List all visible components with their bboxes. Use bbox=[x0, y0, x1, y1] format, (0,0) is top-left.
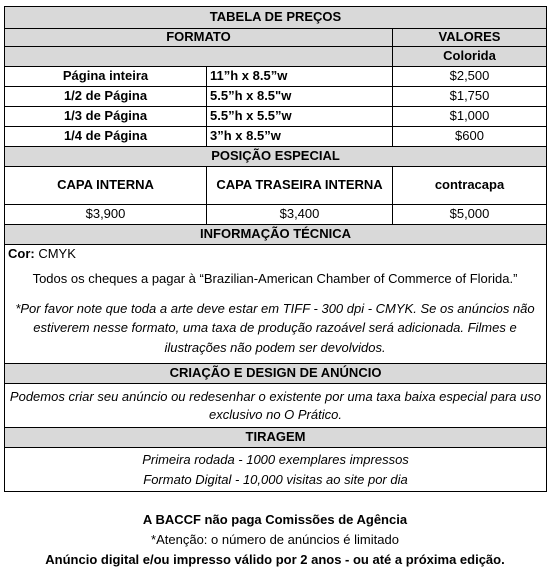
table-row bbox=[5, 127, 547, 147]
table-title: TABELA DE PREÇOS bbox=[5, 7, 547, 29]
footer-validity: Anúncio digital e/ou impresso válido por 2 anos - ou até a próxima edição. bbox=[45, 552, 505, 567]
footer bbox=[0, 510, 550, 570]
special-position-header: POSIÇÃO ESPECIAL bbox=[5, 147, 547, 167]
row-size: 3”h x 8.5”w bbox=[207, 127, 393, 147]
special-price: $3,900 bbox=[5, 205, 207, 225]
row-size: 5.5”h x 8.5"w bbox=[207, 87, 393, 107]
circulation-header: TIRAGEM bbox=[5, 428, 547, 448]
footer-attention: *Atenção: o número de anúncios é limitado bbox=[151, 532, 399, 547]
row-size: 11”h x 8.5”w bbox=[207, 67, 393, 87]
row-price: $2,500 bbox=[393, 67, 547, 87]
table-row bbox=[5, 107, 547, 127]
creation-text: Podemos criar seu anúncio ou redesenhar o existente por uma taxa baixa especial para uso exclusivo no O Prático. bbox=[5, 384, 547, 428]
creation-header: CRIAÇÃO E DESIGN DE ANÚNCIO bbox=[5, 364, 547, 384]
format-header-blank bbox=[5, 47, 393, 67]
footer-commission: A BACCF não paga Comissões de Agência bbox=[142, 512, 408, 527]
color-label: Cor: bbox=[8, 246, 35, 261]
cheques-text: Todos os cheques a pagar à “Brazilian-American Chamber of Commerce of Florida.” bbox=[32, 270, 518, 286]
special-price: $3,400 bbox=[207, 205, 393, 225]
special-label: CAPA INTERNA bbox=[5, 167, 207, 205]
row-label: 1/3 de Página bbox=[5, 107, 207, 127]
circulation-digital: Formato Digital - 10,000 visitas ao site por dia bbox=[143, 471, 408, 487]
special-label: contracapa bbox=[393, 167, 547, 205]
artwork-note: *Por favor note que toda a arte deve estar em TIFF - 300 dpi - CMYK. Se os anúncios não estiverem nesse formato, uma taxa de produção razoável será adicionada. Filmes e ilustrações não podem ser devolvidos. bbox=[15, 300, 535, 355]
color-header: Colorida bbox=[393, 47, 547, 67]
technical-info-header: INFORMAÇÃO TÉCNICA bbox=[5, 225, 547, 245]
table-row bbox=[5, 87, 547, 107]
row-price: $1,000 bbox=[393, 107, 547, 127]
row-price: $1,750 bbox=[393, 87, 547, 107]
color-value: CMYK bbox=[38, 246, 76, 261]
special-label: CAPA TRASEIRA INTERNA bbox=[207, 167, 393, 205]
circulation-body bbox=[5, 448, 547, 492]
special-price: $5,000 bbox=[393, 205, 547, 225]
row-label: 1/4 de Página bbox=[5, 127, 207, 147]
row-size: 5.5”h x 5.5”w bbox=[207, 107, 393, 127]
format-header: FORMATO bbox=[5, 29, 393, 47]
values-header: VALORES bbox=[393, 29, 547, 47]
technical-info-body bbox=[5, 245, 547, 364]
price-table bbox=[4, 6, 547, 492]
circulation-print: Primeira rodada - 1000 exemplares impressos bbox=[142, 452, 409, 468]
row-price: $600 bbox=[393, 127, 547, 147]
row-label: 1/2 de Página bbox=[5, 87, 207, 107]
row-label: Página inteira bbox=[5, 67, 207, 87]
table-row bbox=[5, 67, 547, 87]
